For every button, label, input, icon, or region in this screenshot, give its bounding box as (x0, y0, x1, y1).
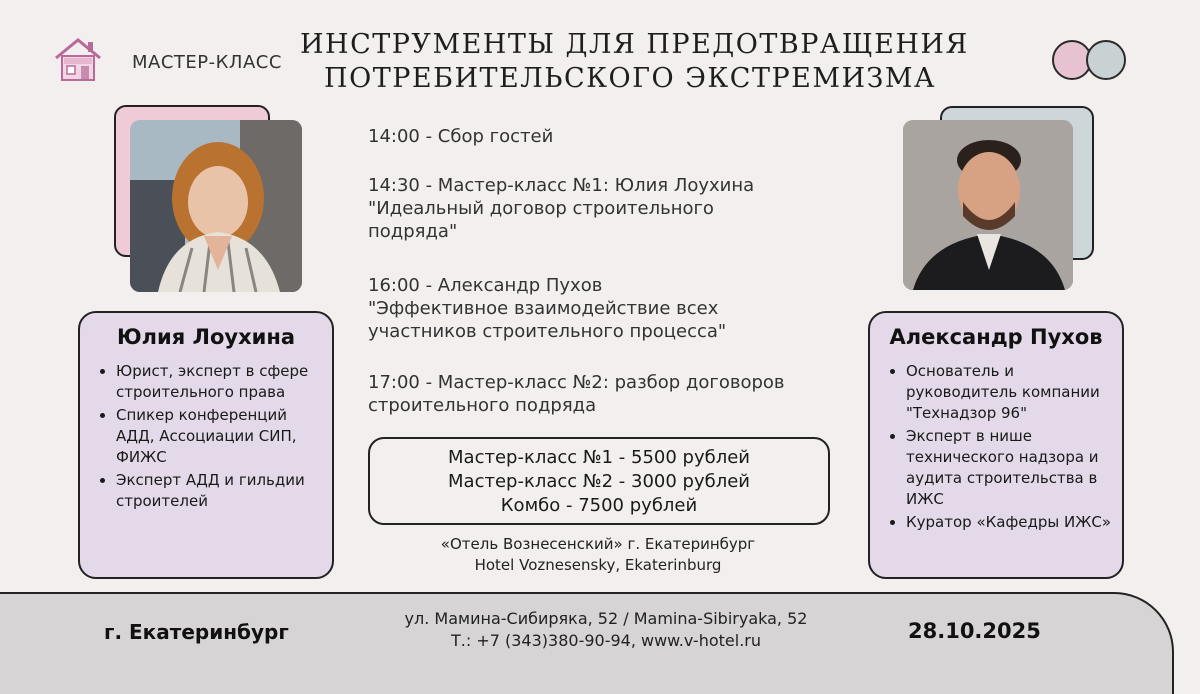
schedule-line: 14:30 - Мастер-класс №1: Юлия Лоухина (368, 175, 755, 196)
schedule-item (368, 274, 868, 343)
price-line: Мастер-класс №1 - 5500 рублей (448, 447, 750, 468)
speaker-bullets (98, 361, 324, 514)
venue-line-ru: «Отель Вознесенский» г. Екатеринбург (440, 535, 756, 553)
speaker-photo-left (130, 120, 302, 292)
schedule-line: 14:00 - Сбор гостей (368, 126, 554, 147)
house-icon (52, 36, 104, 82)
grey-circle-decoration (1086, 40, 1126, 80)
speaker-card-right (868, 311, 1124, 579)
speaker-card-left (78, 311, 334, 579)
list-item: • Юрист, эксперт в сфере строительного права (116, 361, 324, 403)
schedule-line: 16:00 - Александр Пухов (368, 275, 603, 296)
list-item: • Эксперт в нише технического надзора и аудита строительства в ИЖС (906, 426, 1114, 510)
schedule-line: "Эффективное взаимодействие всех (368, 298, 719, 319)
list-item: • Спикер конференций АДД, Ассоциации СИП, ФИЖС (116, 405, 324, 468)
speaker-name: Юлия Лоухина (116, 325, 296, 349)
address-line: ул. Мамина-Сибиряка, 52 / Mamina-Sibiryaka, 52 (404, 609, 808, 628)
price-box (368, 437, 830, 525)
schedule-item (368, 125, 868, 148)
speaker-photo-right (903, 120, 1073, 290)
schedule-line: 17:00 - Мастер-класс №2: разбор договоров (368, 372, 785, 393)
schedule-line: "Идеальный договор строительного (368, 198, 714, 219)
footer-city: г. Екатеринбург (104, 620, 289, 644)
event-type-label: МАСТЕР-КЛАСС (132, 52, 282, 73)
schedule-item (368, 174, 868, 243)
venue-line-en: Hotel Voznesensky, Ekaterinburg (474, 556, 722, 574)
contacts-line: Т.: +7 (343)380-90-94, www.v-hotel.ru (451, 631, 761, 650)
list-item: • Куратор «Кафедры ИЖС» (906, 512, 1114, 533)
footer-date: 28.10.2025 (908, 619, 1041, 643)
title-line-2: ПОТРЕБИТЕЛЬСКОГО ЭКСТРЕМИЗМА (324, 63, 936, 94)
list-item: • Эксперт АДД и гильдии строителей (116, 470, 324, 512)
schedule-line: строительного подряда (368, 395, 597, 416)
schedule-line: участников строительного процесса" (368, 321, 727, 342)
price-line: Комбо - 7500 рублей (500, 495, 698, 516)
venue-info (368, 534, 828, 576)
footer-address (396, 608, 816, 652)
price-line: Мастер-класс №2 - 3000 рублей (448, 471, 750, 492)
speaker-name: Александр Пухов (889, 325, 1103, 349)
title-line-1: ИНСТРУМЕНТЫ ДЛЯ ПРЕДОТВРАЩЕНИЯ (300, 29, 969, 60)
list-item: • Основатель и руководитель компании "Технадзор 96" (906, 361, 1114, 424)
schedule-item (368, 371, 868, 417)
schedule-line: подряда" (368, 221, 458, 242)
page-title (300, 28, 969, 96)
speaker-bullets (888, 361, 1114, 535)
